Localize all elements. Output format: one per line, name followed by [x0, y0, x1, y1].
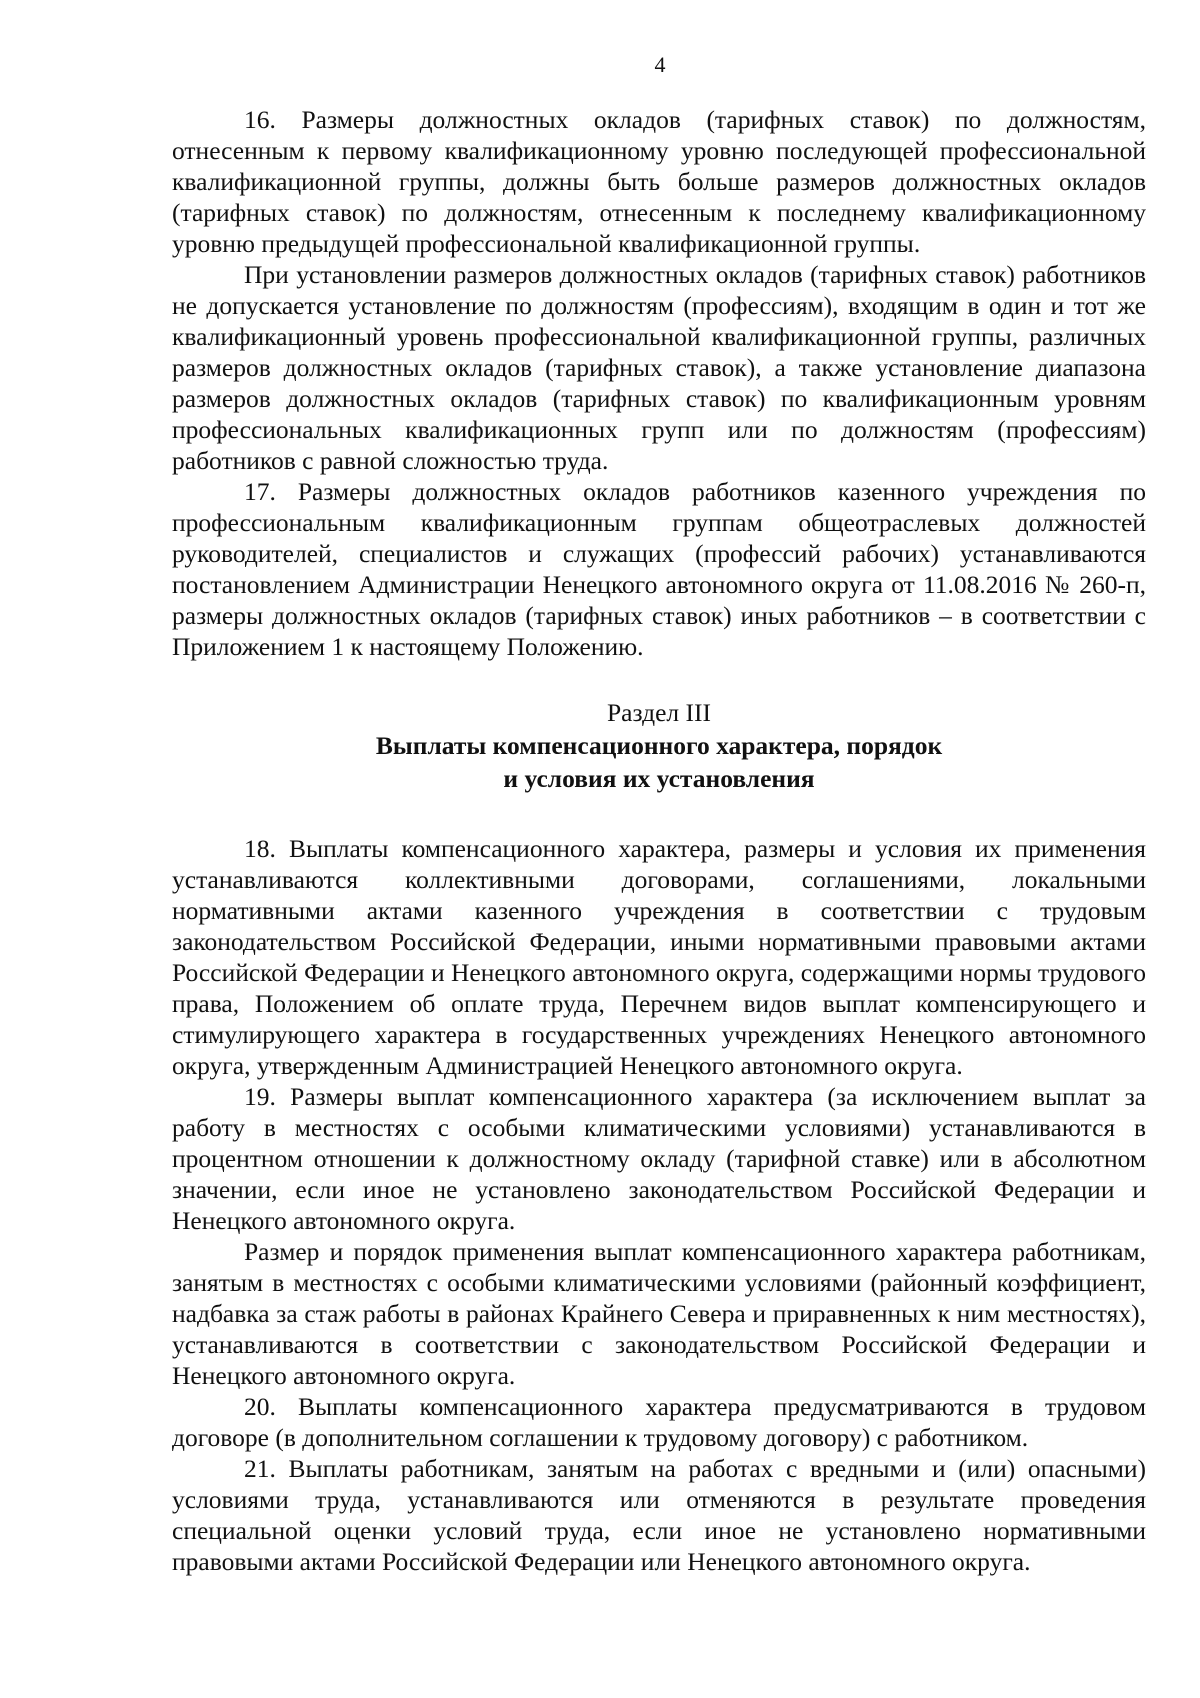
paragraph-16-continuation: При установлении размеров должностных окладов (тарифных ставок) работников не допускается установление по должностям (профессиям), входящим в один и тот же квалификационный уровень профессиональной квалификационной группы, различных размеров должностных окладов (тарифных ставок), а также установление диапазона размеров должностных окладов (тарифных ставок) по квалификационным уровням профессиональных квалификационных групп или по должностям (профессиям) работников с равной сложностью труда.: [172, 260, 1146, 475]
section-label: Раздел III: [607, 698, 711, 727]
section-title-line-2: и условия их установления: [503, 764, 815, 793]
section-title-line-1: Выплаты компенсационного характера, порядок: [375, 731, 943, 760]
paragraph-16: 16. Размеры должностных окладов (тарифных ставок) по должностям, отнесенным к первому квалификационному уровню последующей профессиональной квалификационной группы, должны быть больше размеров должностных окладов (тарифных ставок) по должностям, отнесенным к последнему квалификационному уровню предыдущей профессиональной квалификационной группы.: [172, 105, 1146, 258]
section-heading: [172, 696, 1146, 795]
paragraph-17: 17. Размеры должностных окладов работников казенного учреждения по профессиональным квалификационным группам общеотраслевых должностей руководителей, специалистов и служащих (профессий рабочих) устанавливаются постановлением Администрации Ненецкого автономного округа от 11.08.2016 № 260-п, размеры должностных окладов (тарифных ставок) иных работников – в соответствии с Приложением 1 к настоящему Положению.: [172, 477, 1146, 661]
document-body: [172, 104, 1146, 1577]
paragraph-21: 21. Выплаты работникам, занятым на работах с вредными и (или) опасными) условиями труда, устанавливаются или отменяются в результате проведения специальной оценки условий труда, если иное не установлено нормативными правовыми актами Российской Федерации или Ненецкого автономного округа.: [172, 1454, 1146, 1576]
paragraph-19-continuation: Размер и порядок применения выплат компенсационного характера работникам, занятым в местностях с особыми климатическими условиями (районный коэффициент, надбавка за стаж работы в районах Крайнего Севера и приравненных к ним местностях), устанавливаются в соответствии с законодательством Российской Федерации и Ненецкого автономного округа.: [172, 1237, 1146, 1390]
page-number: 4: [654, 52, 666, 77]
paragraph-20: 20. Выплаты компенсационного характера предусматриваются в трудовом договоре (в дополнительном соглашении к трудовому договору) с работником.: [172, 1392, 1146, 1452]
paragraph-19: 19. Размеры выплат компенсационного характера (за исключением выплат за работу в местностях с особыми климатическими условиями) устанавливаются в процентном отношении к должностному окладу (тарифной ставке) или в абсолютном значении, если иное не установлено законодательством Российской Федерации и Ненецкого автономного округа.: [172, 1082, 1146, 1235]
paragraph-18: 18. Выплаты компенсационного характера, размеры и условия их применения устанавливаются коллективными договорами, соглашениями, локальными нормативными актами казенного учреждения в соответствии с трудовым законодательством Российской Федерации, иными нормативными правовыми актами Российской Федерации и Ненецкого автономного округа, содержащими нормы трудового права, Положением об оплате труда, Перечнем видов выплат компенсирующего и стимулирующего характера в государственных учреждениях Ненецкого автономного округа, утвержденным Администрацией Ненецкого автономного округа.: [172, 834, 1146, 1080]
